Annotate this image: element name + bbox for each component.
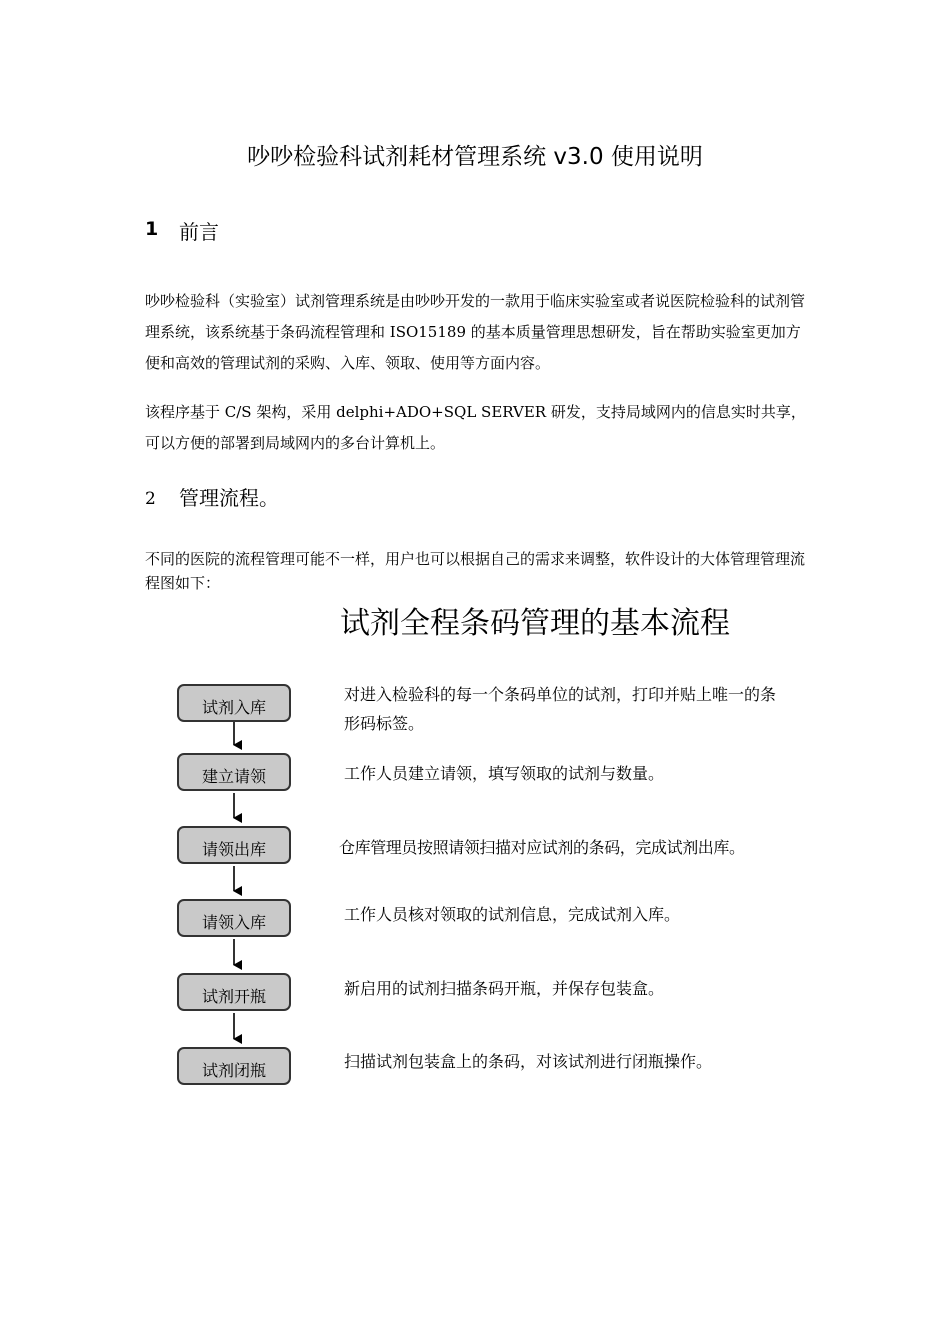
flow-step-6-desc: 扫描试剂包装盒上的条码，对该试剂进行闭瓶操作。 bbox=[344, 1052, 713, 1071]
flow-step-6: 试剂闭瓶 bbox=[177, 1047, 291, 1085]
flow-step-5: 试剂开瓶 bbox=[177, 973, 291, 1011]
intro-text-1: 吵吵检验科（实验室）试剂管理系统是由吵吵开发的一款用于临床实验室或者说医院检验科的试剂管理系统，该系统基于条码流程管理和 ISO15189 的基本质量管理思想研发，旨在帮助实验室更加方便和高效的管理试剂的采购、入库、领取、使用等方面内容。 bbox=[145, 292, 806, 372]
flow-step-1-desc: 对进入检验科的每一个条码单位的试剂，打印并贴上唯一的条形码标签。 bbox=[344, 685, 777, 733]
flow-step-3: 请领出库 bbox=[177, 826, 291, 864]
flow-step-3-desc: 仓库管理员按照请领扫描对应试剂的条码，完成试剂出库。 bbox=[339, 838, 745, 857]
section-2-text: 不同的医院的流程管理可能不一样，用户也可以根据自己的需求来调整，软件设计的大体管理管理流程图如下： bbox=[145, 550, 806, 592]
intro-text-2: 该程序基于 C/S 架构，采用 delphi+ADO+SQL SERVER 研发，支持局域网内的信息实时共享，可以方便的部署到局域网内的多台计算机上。 bbox=[145, 403, 806, 452]
section-1-number: 1 bbox=[145, 218, 159, 240]
diagram-title: 试剂全程条码管理的基本流程 bbox=[340, 606, 730, 641]
section-2-heading: 管理流程。 bbox=[179, 486, 279, 510]
section-2-number: 2 bbox=[145, 489, 156, 509]
flow-step-5-desc: 新启用的试剂扫描条码开瓶，并保存包装盒。 bbox=[344, 979, 665, 998]
flow-step-1: 试剂入库 bbox=[177, 684, 291, 722]
flow-step-2: 建立请领 bbox=[177, 753, 291, 791]
document-title: 吵吵检验科试剂耗材管理系统 v3.0 使用说明 bbox=[247, 144, 703, 170]
flow-step-2-desc: 工作人员建立请领，填写领取的试剂与数量。 bbox=[344, 764, 665, 783]
flow-step-4-desc: 工作人员核对领取的试剂信息，完成试剂入库。 bbox=[344, 905, 681, 924]
section-1-heading: 前言 bbox=[179, 220, 219, 244]
flow-step-4: 请领入库 bbox=[177, 899, 291, 937]
